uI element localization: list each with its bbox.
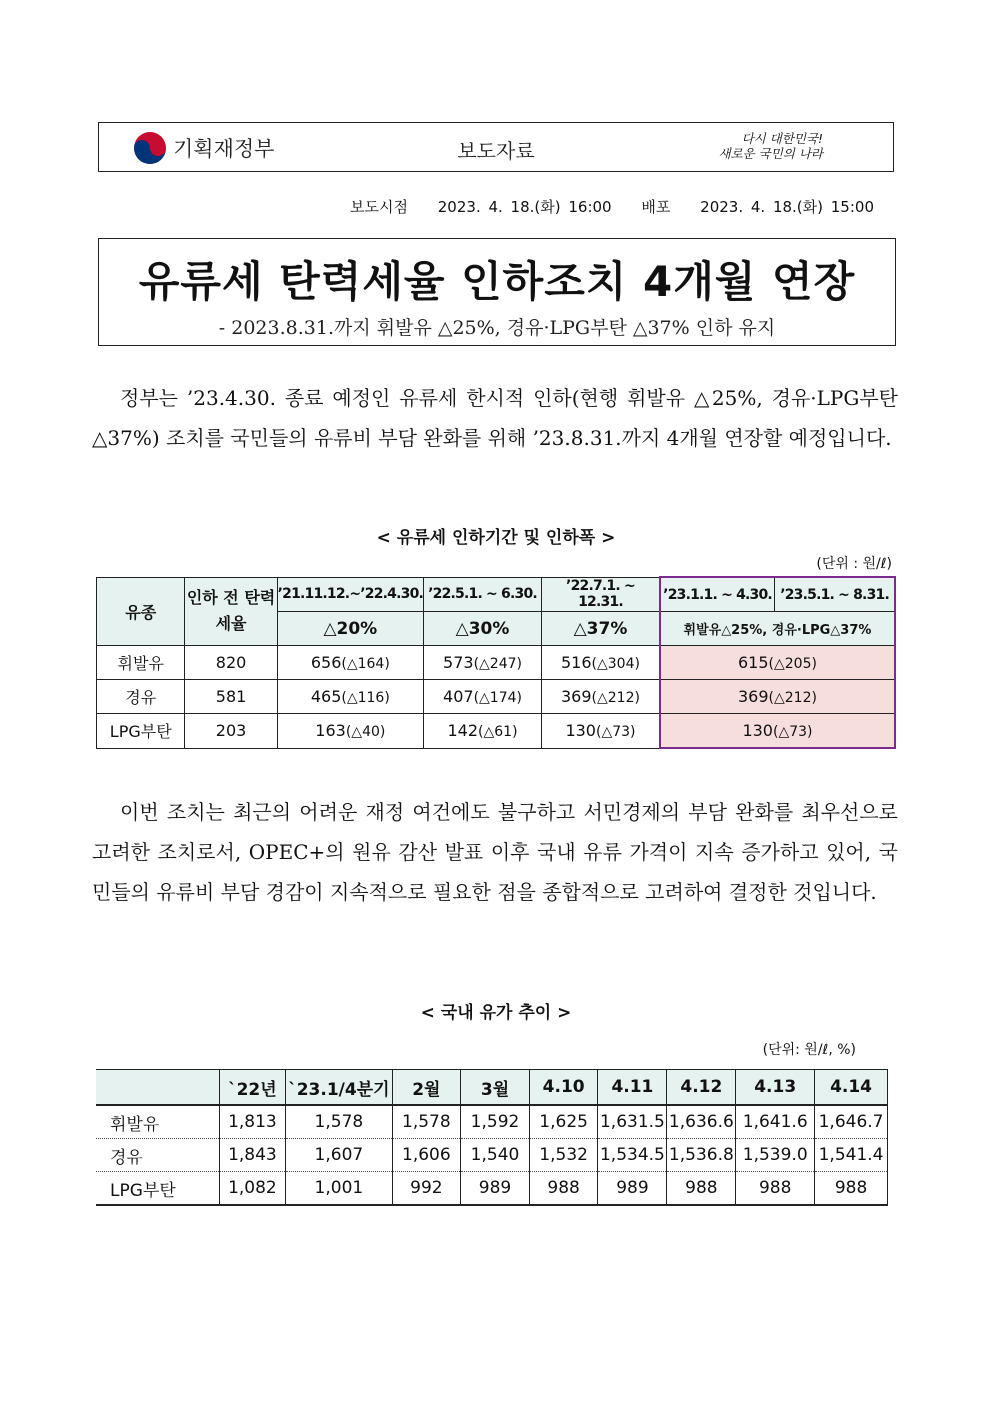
table1-unit: (단위 : 원/ℓ) bbox=[816, 556, 892, 572]
table2-unit: (단위: 원/ℓ, %) bbox=[762, 1042, 856, 1058]
price: 516 bbox=[560, 653, 592, 672]
cell: 988 bbox=[667, 1172, 736, 1206]
before-value: 581 bbox=[185, 680, 277, 714]
header-fuel: 유종 bbox=[97, 577, 185, 646]
cell bbox=[542, 680, 660, 714]
price: 656 bbox=[310, 653, 342, 672]
table1-title: < 유류세 인하기간 및 인하폭 > bbox=[376, 528, 616, 548]
cell: 1,592 bbox=[461, 1105, 530, 1139]
cell: 989 bbox=[598, 1172, 667, 1206]
cell: 988 bbox=[736, 1172, 815, 1206]
fuel-label: 경유 bbox=[97, 680, 185, 714]
cell: 1,646.7 bbox=[815, 1105, 888, 1139]
fuel-label: 휘발유 bbox=[97, 646, 185, 680]
price: 163 bbox=[315, 721, 346, 741]
table-row bbox=[97, 714, 896, 749]
cell bbox=[424, 714, 542, 749]
cell: 1,606 bbox=[392, 1139, 461, 1172]
release-line bbox=[350, 196, 874, 217]
price: 407 bbox=[443, 687, 474, 706]
cell: 1,607 bbox=[286, 1139, 392, 1172]
cell: 1,539.0 bbox=[736, 1139, 815, 1172]
table-row bbox=[97, 646, 896, 680]
price: 369 bbox=[560, 687, 592, 706]
price: 369 bbox=[737, 687, 769, 706]
page-subtitle: - 2023.8.31.까지 휘발유 △25%, 경유·LPG부탄 △37% 인하 유지 bbox=[218, 317, 776, 339]
paragraph-1 bbox=[92, 378, 898, 458]
col-header: 4.12 bbox=[667, 1070, 736, 1106]
row-label: LPG부탄 bbox=[96, 1172, 219, 1206]
cell: 989 bbox=[461, 1172, 530, 1206]
title-box bbox=[98, 238, 896, 346]
cell bbox=[277, 714, 423, 749]
header-before-text: 인하 전 탄력세율 bbox=[186, 588, 276, 634]
price: 615 bbox=[737, 653, 769, 672]
cell: 1,578 bbox=[286, 1105, 392, 1139]
col-header: `23.1/4분기 bbox=[286, 1070, 392, 1106]
cell bbox=[424, 680, 542, 714]
delta: (△116) bbox=[341, 690, 390, 706]
doc-type: 보도자료 bbox=[457, 139, 535, 163]
cell: 1,536.8 bbox=[667, 1139, 736, 1172]
row-label: 경유 bbox=[96, 1139, 219, 1172]
oil-price-table bbox=[96, 1069, 888, 1206]
delta: (△304) bbox=[591, 656, 640, 672]
price: 130 bbox=[565, 721, 596, 741]
price: 465 bbox=[310, 687, 342, 706]
slogan bbox=[693, 131, 823, 161]
cell: 1,843 bbox=[219, 1139, 286, 1172]
cell: 1,534.5 bbox=[598, 1139, 667, 1172]
release-time: 2023. 4. 18.(화) 16:00 bbox=[437, 198, 612, 216]
delta: (△164) bbox=[341, 656, 390, 672]
delta: (△40) bbox=[345, 724, 386, 741]
cell: 1,636.6 bbox=[667, 1105, 736, 1139]
cell: 1,540 bbox=[461, 1139, 530, 1172]
release-label: 보도시점 bbox=[350, 198, 408, 216]
cell: 1,532 bbox=[529, 1139, 598, 1172]
cell: 1,625 bbox=[529, 1105, 598, 1139]
cell: 1,813 bbox=[219, 1105, 286, 1139]
paragraph-1-text: 정부는 ’23.4.30. 종료 예정인 유류세 한시적 인하(현행 휘발유 △25%, 경유·LPG부탄 △37%) 조치를 국민들의 유류비 부담 완화를 위해 ’23.8.31.까지 4개월 연장할 예정입니다. bbox=[92, 386, 898, 450]
paragraph-2 bbox=[92, 792, 898, 912]
col-header: 4.10 bbox=[529, 1070, 598, 1106]
header-box bbox=[98, 122, 894, 172]
cell-highlight bbox=[660, 646, 895, 680]
rate-2: △30% bbox=[424, 612, 542, 646]
period-2: ’22.5.1. ~ 6.30. bbox=[424, 577, 542, 612]
col-header: 3월 bbox=[461, 1070, 530, 1106]
period-4: ’23.1.1. ~ 4.30. bbox=[660, 577, 775, 612]
cell bbox=[542, 714, 660, 749]
cell: 1,082 bbox=[219, 1172, 286, 1206]
delta: (△73) bbox=[772, 724, 813, 740]
corner-cell bbox=[96, 1070, 219, 1106]
tax-cut-table bbox=[96, 576, 896, 749]
distribute-label: 배포 bbox=[641, 198, 671, 216]
table-row bbox=[96, 1139, 888, 1172]
cell: 988 bbox=[529, 1172, 598, 1206]
period-1: ’21.11.12.~’22.4.30. bbox=[277, 577, 423, 612]
cell: 1,541.4 bbox=[815, 1139, 888, 1172]
delta: (△247) bbox=[473, 656, 522, 672]
table-row bbox=[96, 1172, 888, 1206]
row-label: 휘발유 bbox=[96, 1105, 219, 1139]
cell: 1,631.5 bbox=[598, 1105, 667, 1139]
col-header: 4.11 bbox=[598, 1070, 667, 1106]
cell: 988 bbox=[815, 1172, 888, 1206]
delta: (△212) bbox=[591, 690, 640, 706]
slogan-line2: 새로운 국민의 나라 bbox=[718, 146, 823, 161]
rate-4: 휘발유△25%, 경유·LPG△37% bbox=[660, 612, 895, 646]
header-before bbox=[185, 577, 277, 646]
page-title: 유류세 탄력세율 인하조치 4개월 연장 bbox=[138, 257, 856, 306]
cell bbox=[277, 680, 423, 714]
price: 130 bbox=[742, 721, 773, 740]
cell: 992 bbox=[392, 1172, 461, 1206]
table-row bbox=[97, 680, 896, 714]
col-header: `22년 bbox=[219, 1070, 286, 1106]
cell: 1,641.6 bbox=[736, 1105, 815, 1139]
delta: (△73) bbox=[595, 724, 636, 741]
col-header: 4.14 bbox=[815, 1070, 888, 1106]
rate-1: △20% bbox=[277, 612, 423, 646]
period-3: ’22.7.1. ~ 12.31. bbox=[542, 577, 660, 612]
period-5: ’23.5.1. ~ 8.31. bbox=[775, 577, 895, 612]
price: 573 bbox=[443, 653, 474, 672]
delta: (△205) bbox=[768, 656, 817, 672]
cell: 1,001 bbox=[286, 1172, 392, 1206]
paragraph-2-text: 이번 조치는 최근의 어려운 재정 여건에도 불구하고 서민경제의 부담 완화를 최우선으로 고려한 조치로서, OPEC+의 원유 감산 발표 이후 국내 유류 가격이 지속 증가하고 있어, 국민들의 유류비 부담 경감이 지속적으로 필요한 점을 종합적으로 고려하여 결정한 것입니다. bbox=[92, 800, 898, 904]
rate-3: △37% bbox=[542, 612, 660, 646]
delta: (△61) bbox=[478, 724, 518, 741]
delta: (△212) bbox=[768, 690, 817, 706]
cell bbox=[424, 646, 542, 680]
cell-highlight bbox=[660, 714, 895, 749]
agency-name: 기획재정부 bbox=[173, 137, 275, 161]
cell bbox=[542, 646, 660, 680]
distribute-time: 2023. 4. 18.(화) 15:00 bbox=[700, 198, 874, 216]
price: 142 bbox=[447, 721, 479, 741]
before-value: 203 bbox=[185, 714, 277, 749]
table-row bbox=[96, 1105, 888, 1139]
table2-title: < 국내 유가 추이 > bbox=[420, 1003, 572, 1023]
col-header: 2월 bbox=[392, 1070, 461, 1106]
delta: (△174) bbox=[473, 690, 522, 706]
fuel-label: LPG부탄 bbox=[97, 714, 185, 749]
cell: 1,578 bbox=[392, 1105, 461, 1139]
cell-highlight bbox=[660, 680, 895, 714]
slogan-line1: 다시 대한민국! bbox=[741, 131, 823, 146]
cell bbox=[277, 646, 423, 680]
before-value: 820 bbox=[185, 646, 277, 680]
col-header: 4.13 bbox=[736, 1070, 815, 1106]
